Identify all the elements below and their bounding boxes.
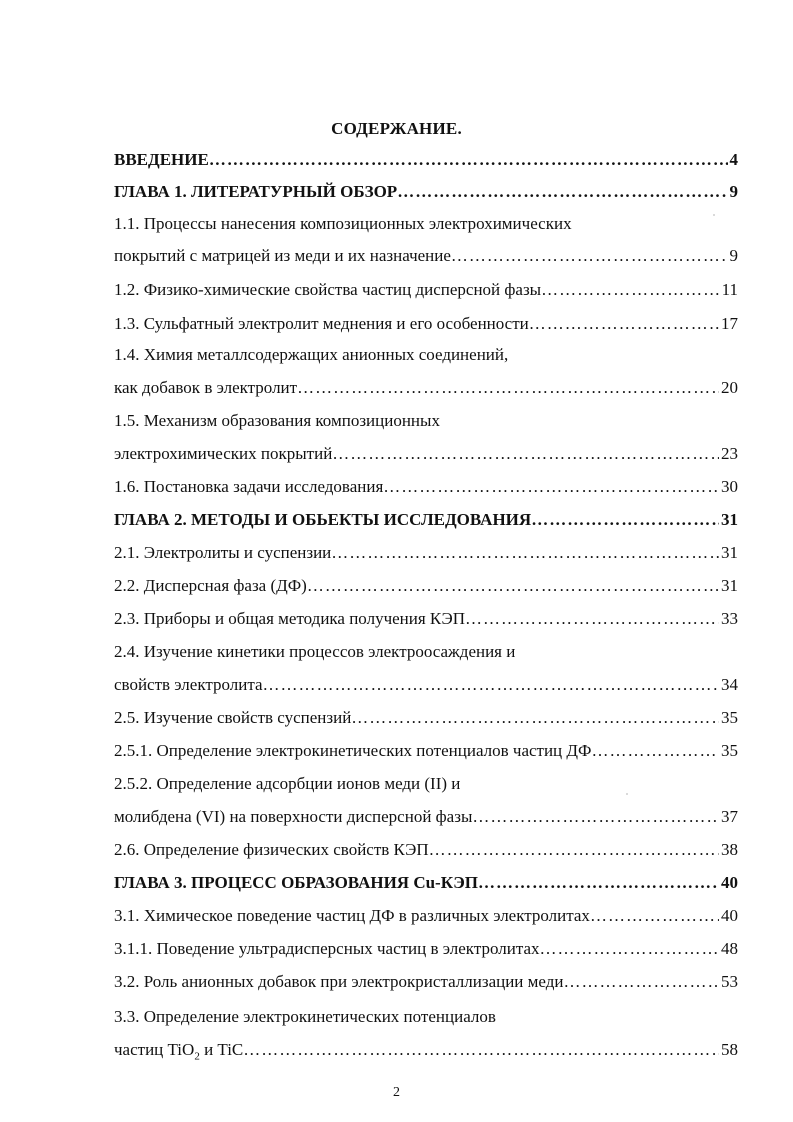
toc-entry-page: 35 [721,741,738,760]
toc-entry-page: 11 [721,280,738,299]
toc-entry-page: 37 [721,807,738,826]
toc-entry-3-1[interactable] [114,905,738,927]
leader-dots [465,608,719,630]
leader-dots [451,245,728,267]
toc-entry-text: 2.4. Изучение кинетики процессов электроосаждения и [114,642,516,661]
toc-entry-text: 2.3. Приборы и общая методика получения КЭП [114,609,465,628]
toc-entry-text: электрохимических покрытий [114,444,333,463]
scan-speck [626,793,628,795]
leader-dots [383,476,719,498]
scan-speck [713,214,715,216]
toc-entry-text: ГЛАВА 2. МЕТОДЫ И ОБЬЕКТЫ ИССЛЕДОВАНИЯ [114,510,532,529]
leader-dots [563,971,719,993]
toc-entry-text: 1.5. Механизм образования композиционных [114,411,440,430]
toc-entry-text: 3.2. Роль анионных добавок при электрокристаллизации меди [114,972,564,991]
toc-entry-text: 1.1. Процессы нанесения композиционных электрохимических [114,214,572,233]
toc-entry-text: 2.5.1. Определение электрокинетических потенциалов частиц ДФ [114,741,592,760]
toc-entry-1-1-line-1[interactable] [114,213,738,235]
toc-entry-introduction[interactable] [114,149,738,171]
toc-entry-text [114,1039,243,1061]
toc-entry-page: 33 [721,609,738,628]
toc-entry-page: 40 [721,873,738,892]
toc-entry-page: 30 [721,477,738,496]
leader-dots [591,740,719,762]
toc-entry-2-3[interactable] [114,608,738,630]
toc-entry-text: ГЛАВА 3. ПРОЦЕСС ОБРАЗОВАНИЯ Cu-КЭП [114,873,479,892]
toc-entry-page: 53 [721,972,738,991]
toc-entry-text: ВВЕДЕНИЕ [114,150,209,169]
toc-entry-2-4-line-2[interactable] [114,674,738,696]
toc-entry-page: 48 [721,939,738,958]
toc-entry-text: 1.6. Постановка задачи исследования [114,477,384,496]
toc-entry-2-1[interactable] [114,542,738,564]
toc-entry-text: 2.5. Изучение свойств суспензий [114,708,352,727]
leader-dots [472,806,719,828]
leader-dots [429,839,719,861]
toc-entry-text: молибдена (VI) на поверхности дисперсной фазы [114,807,473,826]
toc-entry-text: свойств электролита [114,675,263,694]
toc-entry-1-5-line-2[interactable] [114,443,738,465]
toc-entry-page: 40 [721,906,738,925]
toc-entry-1-6[interactable] [114,476,738,498]
leader-dots [331,542,719,564]
leader-dots [540,938,719,960]
toc-entry-2-6[interactable] [114,839,738,861]
toc-entry-page: 17 [721,314,738,333]
toc-entry-2-5[interactable] [114,707,738,729]
toc-entry-chapter-1[interactable] [114,181,738,203]
toc-entry-page: 31 [721,510,738,529]
toc-entry-text-part: частиц TiO [114,1040,195,1059]
leader-dots [529,313,719,335]
toc-entry-3-2[interactable] [114,971,738,993]
leader-dots [531,509,719,531]
toc-entry-page: 31 [721,576,738,595]
toc-entry-text-part: и TiC [199,1040,244,1059]
toc-entry-1-5-line-1[interactable] [114,410,738,432]
toc-entry-text: покрытий с матрицей из меди и их назначение [114,246,451,265]
toc-entry-3-3-line-1[interactable] [114,1006,738,1028]
toc-entry-text: 2.5.2. Определение адсорбции ионов меди (II) и [114,774,461,793]
toc-entry-text: 3.3. Определение электрокинетических потенциалов [114,1007,496,1026]
toc-entry-page: 58 [721,1040,738,1059]
toc-entry-1-1-line-2[interactable] [114,245,738,267]
toc-entry-text: 3.1.1. Поведение ультрадисперсных частиц в электролитах [114,939,540,958]
toc-entry-chapter-3[interactable] [114,872,738,894]
toc-entry-text: 1.3. Сульфатный электролит меднения и его особенности [114,314,529,333]
toc-entry-text: 2.6. Определение физических свойств КЭП [114,840,429,859]
leader-dots [332,443,719,465]
toc-entry-text: ГЛАВА 1. ЛИТЕРАТУРНЫЙ ОБЗОР [114,182,398,201]
leader-dots [541,279,720,301]
toc-entry-2-5-2-line-2[interactable] [114,806,738,828]
leader-dots [397,181,727,203]
toc-entry-text: 1.4. Химия металлсодержащих анионных соединений, [114,345,509,364]
page-title: СОДЕРЖАНИЕ. [331,119,462,138]
toc-entry-page: 38 [721,840,738,859]
toc-entry-2-2[interactable] [114,575,738,597]
toc-entry-text: 2.2. Дисперсная фаза (ДФ) [114,576,307,595]
toc-entry-1-4-line-2[interactable] [114,377,738,399]
toc-entry-page: 31 [721,543,738,562]
toc-entry-text: 1.2. Физико-химические свойства частиц дисперсной фазы [114,280,542,299]
toc-entry-page: 4 [729,150,738,169]
leader-dots [297,377,719,399]
toc-entry-text: как добавок в электролит [114,378,298,397]
leader-dots [263,674,719,696]
toc-entry-1-3[interactable] [114,313,738,335]
toc-entry-1-4-line-1[interactable] [114,344,738,366]
toc-entry-page: 35 [721,708,738,727]
toc-entry-1-2[interactable] [114,279,738,301]
subscript: 2 [194,1050,200,1061]
toc-entry-3-1-1[interactable] [114,938,738,960]
toc-entry-page: 34 [721,675,738,694]
page-number: 2 [393,1085,400,1100]
leader-dots [243,1039,719,1061]
leader-dots [590,905,719,927]
leader-dots [478,872,719,894]
toc-entry-2-4-line-1[interactable] [114,641,738,663]
leader-dots [209,149,728,171]
toc-entry-2-5-2-line-1[interactable] [114,773,738,795]
toc-entry-page: 9 [729,246,738,265]
toc-entry-chapter-2[interactable] [114,509,738,531]
toc-entry-3-3-line-2[interactable] [114,1039,738,1061]
toc-entry-page: 23 [721,444,738,463]
leader-dots [351,707,719,729]
leader-dots [307,575,719,597]
toc-entry-page: 9 [729,182,738,201]
toc-entry-2-5-1[interactable] [114,740,738,762]
toc-entry-text: 3.1. Химическое поведение частиц ДФ в различных электролитах [114,906,590,925]
toc-entry-page: 20 [721,378,738,397]
toc-entry-text: 2.1. Электролиты и суспензии [114,543,332,562]
